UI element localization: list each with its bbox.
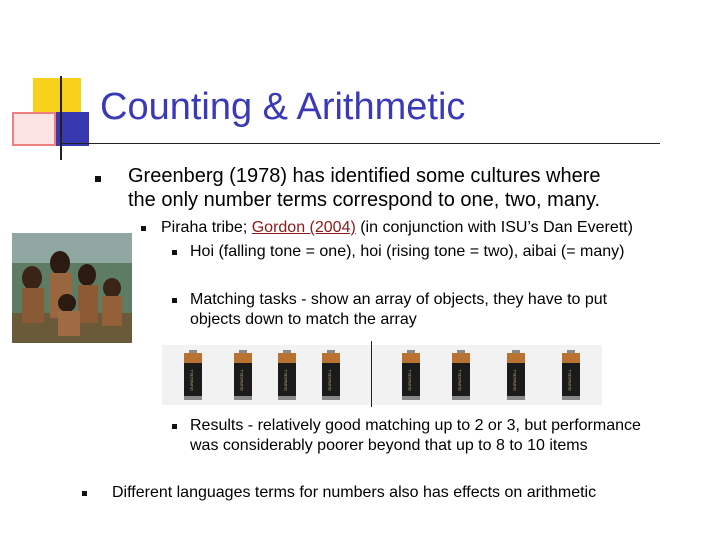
battery-icon [400,350,422,400]
bullet-marker [95,176,101,182]
bullet-marker [82,491,87,496]
bullet-line: Matching tasks - show an array of objects, they have to put [190,291,608,308]
battery-label: DURACELL [239,369,244,391]
battery-icon [232,350,254,400]
battery-row-right [380,350,600,402]
bullet-marker [172,424,177,429]
bullet-text [128,164,600,212]
bullet-line: Greenberg (1978) has identified some cultures where [128,165,601,187]
piraha-photo [12,233,132,343]
text-segment: (in conjunction with ISU’s Dan Everett) [355,219,633,236]
bullet-text [190,416,641,456]
battery-label: DURACELL [567,369,572,391]
battery-icon [320,350,342,400]
battery-label: DURACELL [327,369,332,391]
battery-row-left [162,350,362,402]
battery-label: DURACELL [283,369,288,391]
text-segment: Piraha tribe; [161,219,252,236]
divider-line [371,341,372,407]
battery-icon [450,350,472,400]
battery-icon [182,350,204,400]
bullet-text: Different languages terms for numbers also has effects on arithmetic [112,484,597,501]
battery-label: DURACELL [457,369,462,391]
battery-icon [276,350,298,400]
bullet-marker [172,298,177,303]
bullet-line: the only number terms correspond to one, two, many. [128,189,601,211]
bullet-line: was considerably poorer beyond that up to 8 to 10 items [190,437,588,454]
bullet-line: Results - relatively good matching up to 2 or 3, but performance [190,417,641,434]
gordon-2004-link[interactable]: Gordon (2004) [251,219,356,236]
slide-title: Counting & Arithmetic [100,86,466,128]
battery-label: DURACELL [407,369,412,391]
title-underline [60,143,660,144]
battery-label: DURACELL [189,369,194,391]
bullet-marker [141,226,146,231]
bullet-line: objects down to match the array [190,311,417,328]
decor-vertical-line [60,76,62,160]
decor-red-square [12,112,56,146]
battery-icon [560,350,582,400]
bullet-text: Hoi (falling tone = one), hoi (rising tone = two), aibai (= many) [190,243,625,260]
bullet-text [161,218,633,238]
bullet-text [190,290,607,330]
battery-label: DURACELL [512,369,517,391]
bullet-marker [172,250,177,255]
battery-icon [505,350,527,400]
